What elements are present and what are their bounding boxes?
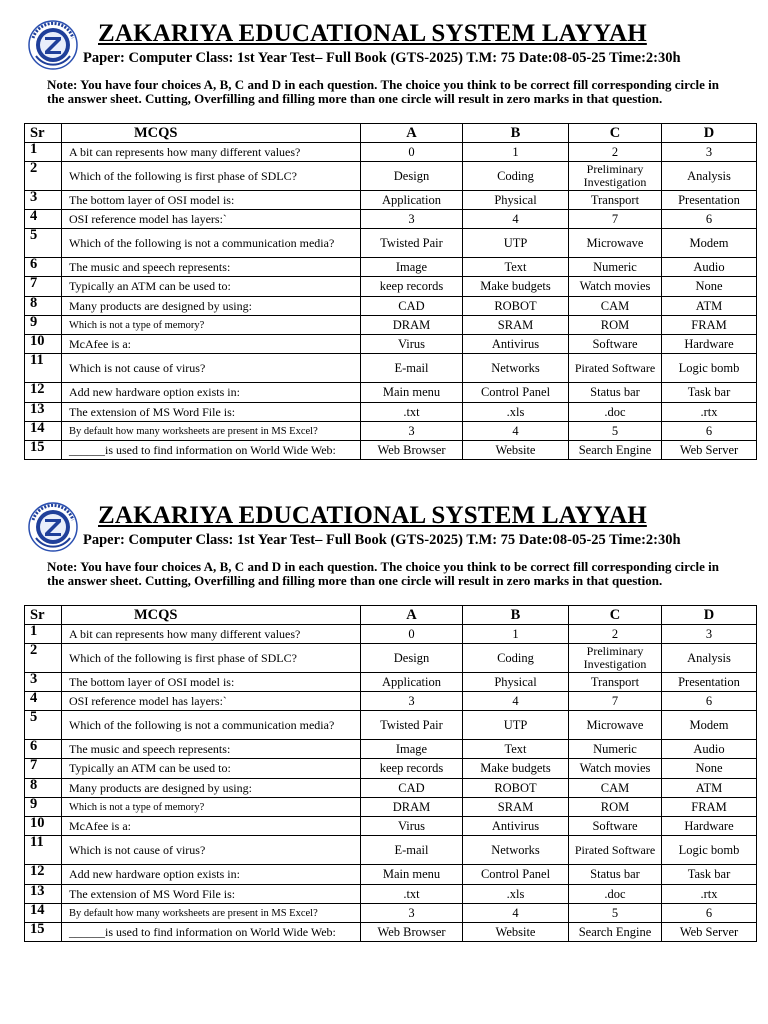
- question-number: 8: [25, 297, 62, 316]
- option-c: CAM: [569, 297, 662, 316]
- question-text: Typically an ATM can be used to:: [62, 759, 361, 779]
- question-number: 2: [25, 162, 62, 191]
- option-a: 0: [361, 143, 463, 162]
- option-b: Antivirus: [463, 335, 569, 354]
- table-row: [25, 143, 757, 162]
- option-d: 6: [662, 692, 757, 711]
- table-row: [25, 779, 757, 798]
- question-number: 14: [25, 422, 62, 441]
- option-a: Main menu: [361, 865, 463, 885]
- question-text: The extension of MS Word File is:: [62, 885, 361, 904]
- question-text: Add new hardware option exists in:: [62, 865, 361, 885]
- table-row: [25, 740, 757, 759]
- option-d: Hardware: [662, 335, 757, 354]
- option-d: FRAM: [662, 316, 757, 335]
- option-d: Analysis: [662, 162, 757, 191]
- question-text: The music and speech represents:: [62, 258, 361, 277]
- option-c: Watch movies: [569, 759, 662, 779]
- option-d: FRAM: [662, 798, 757, 817]
- option-b: Networks: [463, 836, 569, 865]
- option-c: CAM: [569, 779, 662, 798]
- table-row: [25, 644, 757, 673]
- option-a: Application: [361, 191, 463, 210]
- question-text: Which of the following is not a communication media?: [62, 229, 361, 258]
- option-d: None: [662, 277, 757, 297]
- table-row: [25, 441, 757, 460]
- table-row: [25, 759, 757, 779]
- option-d: .rtx: [662, 885, 757, 904]
- option-b: Networks: [463, 354, 569, 383]
- question-text: OSI reference model has layers:`: [62, 210, 361, 229]
- option-c: ROM: [569, 316, 662, 335]
- question-number: 11: [25, 836, 62, 865]
- question-text: Typically an ATM can be used to:: [62, 277, 361, 297]
- table-row: [25, 297, 757, 316]
- option-b: ROBOT: [463, 779, 569, 798]
- option-d: Task bar: [662, 865, 757, 885]
- mcq-table: [24, 123, 757, 460]
- question-number: 8: [25, 779, 62, 798]
- option-c: Watch movies: [569, 277, 662, 297]
- option-d: ATM: [662, 779, 757, 798]
- option-b: Physical: [463, 673, 569, 692]
- option-a: DRAM: [361, 316, 463, 335]
- table-row: [25, 817, 757, 836]
- question-number: 13: [25, 403, 62, 422]
- question-number: 15: [25, 441, 62, 460]
- school-logo-icon: [28, 20, 78, 70]
- table-row: [25, 229, 757, 258]
- option-a: Design: [361, 162, 463, 191]
- option-c: Numeric: [569, 258, 662, 277]
- question-number: 9: [25, 798, 62, 817]
- option-b: Website: [463, 923, 569, 942]
- question-text: The extension of MS Word File is:: [62, 403, 361, 422]
- option-b: Control Panel: [463, 383, 569, 403]
- question-text: A bit can represents how many different values?: [62, 143, 361, 162]
- question-text: Which is not a type of memory?: [62, 798, 361, 817]
- option-a: E-mail: [361, 354, 463, 383]
- col-header-sr: Sr: [25, 124, 62, 143]
- col-header-b: B: [463, 124, 569, 143]
- question-text: The music and speech represents:: [62, 740, 361, 759]
- question-number: 4: [25, 692, 62, 711]
- option-b: ROBOT: [463, 297, 569, 316]
- question-text: Which is not cause of virus?: [62, 354, 361, 383]
- school-title: ZAKARIYA EDUCATIONAL SYSTEM LAYYAH: [98, 20, 647, 47]
- option-b: UTP: [463, 229, 569, 258]
- option-c: .doc: [569, 885, 662, 904]
- question-number: 5: [25, 711, 62, 740]
- option-c: Microwave: [569, 711, 662, 740]
- option-a: CAD: [361, 297, 463, 316]
- table-row: [25, 692, 757, 711]
- option-a: .txt: [361, 885, 463, 904]
- option-c: 5: [569, 422, 662, 441]
- option-d: Audio: [662, 740, 757, 759]
- table-row: [25, 383, 757, 403]
- option-b: 4: [463, 904, 569, 923]
- option-a: Main menu: [361, 383, 463, 403]
- option-b: Make budgets: [463, 277, 569, 297]
- option-b: Antivirus: [463, 817, 569, 836]
- table-row: [25, 711, 757, 740]
- instructions-note: Note: You have four choices A, B, C and D in each question. The choice you think to be correct fill corresponding circle in the answer sheet. Cutting, Overfilling and filling more than one circle will result in zero marks in that question.: [47, 77, 719, 106]
- option-a: Web Browser: [361, 441, 463, 460]
- table-header-row: [25, 124, 757, 143]
- option-a: 3: [361, 692, 463, 711]
- option-c: Status bar: [569, 383, 662, 403]
- table-row: [25, 836, 757, 865]
- option-b: Coding: [463, 644, 569, 673]
- question-text: McAfee is a:: [62, 817, 361, 836]
- option-c: Search Engine: [569, 923, 662, 942]
- question-text: By default how many worksheets are present in MS Excel?: [62, 422, 361, 441]
- option-c: 2: [569, 143, 662, 162]
- option-a: 3: [361, 210, 463, 229]
- option-c: Transport: [569, 191, 662, 210]
- question-number: 1: [25, 625, 62, 644]
- option-b: 1: [463, 625, 569, 644]
- option-b: Text: [463, 258, 569, 277]
- question-number: 2: [25, 644, 62, 673]
- option-d: Logic bomb: [662, 836, 757, 865]
- table-row: [25, 885, 757, 904]
- question-text: The bottom layer of OSI model is:: [62, 673, 361, 692]
- option-a: Web Browser: [361, 923, 463, 942]
- table-row: [25, 403, 757, 422]
- col-header-d: D: [662, 606, 757, 625]
- option-c: .doc: [569, 403, 662, 422]
- option-c: Microwave: [569, 229, 662, 258]
- option-c: 2: [569, 625, 662, 644]
- instructions-note: Note: You have four choices A, B, C and D in each question. The choice you think to be correct fill corresponding circle in the answer sheet. Cutting, Overfilling and filling more than one circle will result in zero marks in that question.: [47, 559, 719, 588]
- option-c: Pirated Software: [569, 354, 662, 383]
- option-c: Pirated Software: [569, 836, 662, 865]
- col-header-c: C: [569, 124, 662, 143]
- option-b: .xls: [463, 885, 569, 904]
- question-number: 6: [25, 740, 62, 759]
- table-row: [25, 162, 757, 191]
- col-header-b: B: [463, 606, 569, 625]
- option-d: Logic bomb: [662, 354, 757, 383]
- question-number: 3: [25, 191, 62, 210]
- question-number: 5: [25, 229, 62, 258]
- option-d: Web Server: [662, 441, 757, 460]
- question-number: 6: [25, 258, 62, 277]
- col-header-c: C: [569, 606, 662, 625]
- option-b: Physical: [463, 191, 569, 210]
- option-d: ATM: [662, 297, 757, 316]
- option-b: 4: [463, 692, 569, 711]
- table-row: [25, 625, 757, 644]
- table-row: [25, 798, 757, 817]
- question-text: ______is used to find information on World Wide Web:: [62, 923, 361, 942]
- option-d: Audio: [662, 258, 757, 277]
- question-text: Add new hardware option exists in:: [62, 383, 361, 403]
- option-d: .rtx: [662, 403, 757, 422]
- table-row: [25, 210, 757, 229]
- option-d: Task bar: [662, 383, 757, 403]
- option-c: Search Engine: [569, 441, 662, 460]
- option-d: Modem: [662, 711, 757, 740]
- option-a: E-mail: [361, 836, 463, 865]
- question-number: 10: [25, 335, 62, 354]
- option-c: 5: [569, 904, 662, 923]
- option-c: Software: [569, 817, 662, 836]
- question-text: Many products are designed by using:: [62, 297, 361, 316]
- question-number: 1: [25, 143, 62, 162]
- option-c: Preliminary Investigation: [569, 162, 662, 191]
- option-a: CAD: [361, 779, 463, 798]
- option-d: Hardware: [662, 817, 757, 836]
- option-c: Software: [569, 335, 662, 354]
- option-c: Status bar: [569, 865, 662, 885]
- option-c: Transport: [569, 673, 662, 692]
- option-a: 0: [361, 625, 463, 644]
- table-row: [25, 865, 757, 885]
- option-b: Control Panel: [463, 865, 569, 885]
- option-d: 3: [662, 143, 757, 162]
- question-text: Which of the following is not a communication media?: [62, 711, 361, 740]
- option-b: 1: [463, 143, 569, 162]
- question-number: 13: [25, 885, 62, 904]
- question-number: 9: [25, 316, 62, 335]
- question-number: 7: [25, 759, 62, 779]
- table-row: [25, 335, 757, 354]
- question-number: 14: [25, 904, 62, 923]
- option-c: 7: [569, 210, 662, 229]
- question-text: By default how many worksheets are present in MS Excel?: [62, 904, 361, 923]
- option-a: DRAM: [361, 798, 463, 817]
- option-d: None: [662, 759, 757, 779]
- option-b: Text: [463, 740, 569, 759]
- question-text: A bit can represents how many different values?: [62, 625, 361, 644]
- question-text: OSI reference model has layers:`: [62, 692, 361, 711]
- option-b: Make budgets: [463, 759, 569, 779]
- option-a: Twisted Pair: [361, 711, 463, 740]
- mcq-table: [24, 605, 757, 942]
- option-d: Modem: [662, 229, 757, 258]
- option-a: Application: [361, 673, 463, 692]
- col-header-mcqs: MCQS: [62, 606, 361, 625]
- col-header-sr: Sr: [25, 606, 62, 625]
- table-row: [25, 904, 757, 923]
- table-header-row: [25, 606, 757, 625]
- option-a: Design: [361, 644, 463, 673]
- question-text: McAfee is a:: [62, 335, 361, 354]
- option-d: Presentation: [662, 191, 757, 210]
- option-b: Coding: [463, 162, 569, 191]
- table-row: [25, 316, 757, 335]
- col-header-mcqs: MCQS: [62, 124, 361, 143]
- option-b: UTP: [463, 711, 569, 740]
- table-row: [25, 673, 757, 692]
- question-number: 7: [25, 277, 62, 297]
- paper-info: Paper: Computer Class: 1st Year Test– Full Book (GTS-2025) T.M: 75 Date:08-05-25 Time:2:30h: [83, 50, 681, 66]
- question-text: Which of the following is first phase of SDLC?: [62, 162, 361, 191]
- table-row: [25, 422, 757, 441]
- option-b: SRAM: [463, 798, 569, 817]
- option-c: 7: [569, 692, 662, 711]
- option-d: 6: [662, 422, 757, 441]
- question-text: Many products are designed by using:: [62, 779, 361, 798]
- question-number: 10: [25, 817, 62, 836]
- question-number: 3: [25, 673, 62, 692]
- option-a: Virus: [361, 335, 463, 354]
- col-header-a: A: [361, 606, 463, 625]
- table-row: [25, 923, 757, 942]
- question-number: 12: [25, 865, 62, 885]
- question-text: Which is not a type of memory?: [62, 316, 361, 335]
- option-b: 4: [463, 210, 569, 229]
- option-a: keep records: [361, 277, 463, 297]
- option-a: Image: [361, 740, 463, 759]
- option-b: Website: [463, 441, 569, 460]
- question-text: Which of the following is first phase of SDLC?: [62, 644, 361, 673]
- school-logo-icon: [28, 502, 78, 552]
- option-c: ROM: [569, 798, 662, 817]
- question-text: The bottom layer of OSI model is:: [62, 191, 361, 210]
- option-c: Preliminary Investigation: [569, 644, 662, 673]
- option-a: keep records: [361, 759, 463, 779]
- option-d: 6: [662, 210, 757, 229]
- option-d: 6: [662, 904, 757, 923]
- option-c: Numeric: [569, 740, 662, 759]
- paper-info: Paper: Computer Class: 1st Year Test– Full Book (GTS-2025) T.M: 75 Date:08-05-25 Time:2:30h: [83, 532, 681, 548]
- question-text: ______is used to find information on World Wide Web:: [62, 441, 361, 460]
- option-a: Twisted Pair: [361, 229, 463, 258]
- option-b: .xls: [463, 403, 569, 422]
- option-a: Virus: [361, 817, 463, 836]
- table-row: [25, 354, 757, 383]
- option-d: 3: [662, 625, 757, 644]
- option-d: Analysis: [662, 644, 757, 673]
- question-number: 12: [25, 383, 62, 403]
- option-b: SRAM: [463, 316, 569, 335]
- question-text: Which is not cause of virus?: [62, 836, 361, 865]
- col-header-a: A: [361, 124, 463, 143]
- option-a: 3: [361, 422, 463, 441]
- option-b: 4: [463, 422, 569, 441]
- question-number: 4: [25, 210, 62, 229]
- option-d: Web Server: [662, 923, 757, 942]
- option-a: Image: [361, 258, 463, 277]
- option-a: .txt: [361, 403, 463, 422]
- school-title: ZAKARIYA EDUCATIONAL SYSTEM LAYYAH: [98, 502, 647, 529]
- table-row: [25, 277, 757, 297]
- question-number: 15: [25, 923, 62, 942]
- col-header-d: D: [662, 124, 757, 143]
- table-row: [25, 258, 757, 277]
- option-a: 3: [361, 904, 463, 923]
- option-d: Presentation: [662, 673, 757, 692]
- table-row: [25, 191, 757, 210]
- question-number: 11: [25, 354, 62, 383]
